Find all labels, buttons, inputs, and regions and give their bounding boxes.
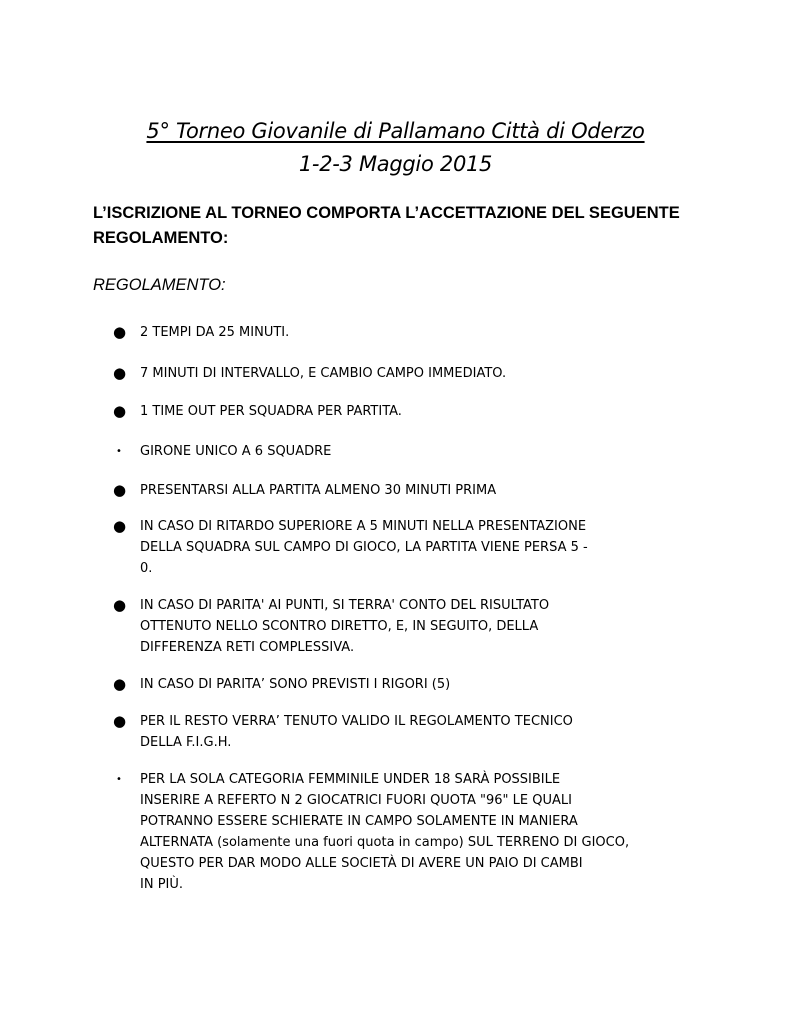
bullet-icon: ●: [113, 596, 127, 614]
rule-text: IN CASO DI PARITA’ SONO PREVISTI I RIGORI (5): [140, 677, 451, 692]
bullet-icon: •: [116, 774, 122, 785]
bullet-icon: •: [116, 446, 122, 457]
rule-text: IN CASO DI PARITA' AI PUNTI, SI TERRA' CONTO DEL RISULTATO OTTENUTO NELLO SCONTRO DIRETTO, E, IN SEGUITO, DELLA DIFFERENZA RETI COMPLESSIVA.: [140, 598, 550, 655]
bullet-icon: ●: [113, 481, 127, 499]
rule-text: 1 TIME OUT PER SQUADRA PER PARTITA.: [140, 404, 402, 419]
tournament-title: 5° Torneo Giovanile di Pallamano Città di Oderzo: [146, 119, 645, 143]
rule-text: 7 MINUTI DI INTERVALLO, E CAMBIO CAMPO IMMEDIATO.: [140, 366, 507, 381]
rule-text: GIRONE UNICO A 6 SQUADRE: [140, 444, 332, 459]
rules-heading: REGOLAMENTO:: [93, 276, 226, 294]
bullet-icon: ●: [113, 517, 127, 535]
rule-text: PER LA SOLA CATEGORIA FEMMINILE UNDER 18 SARÀ POSSIBILE INSERIRE A REFERTO N 2 GIOCATRICI FUORI QUOTA "96" LE QUALI POTRANNO ESSERE SCHIERATE IN CAMPO SOLAMENTE IN MANIERA ALTERNATA (solamente una fuori quota in campo) SUL TERRENO DI GIOCO, QUESTO PER DAR MODO ALLE SOCIETÀ DI AVERE UN PAIO DI CAMBI IN PIÙ.: [140, 772, 630, 892]
bullet-icon: ●: [113, 364, 127, 382]
rule-text: PER IL RESTO VERRA’ TENUTO VALIDO IL REGOLAMENTO TECNICO DELLA F.I.G.H.: [140, 714, 573, 750]
bullet-icon: ●: [113, 712, 127, 730]
rule-text: PRESENTARSI ALLA PARTITA ALMENO 30 MINUTI PRIMA: [140, 483, 497, 498]
registration-notice: L’ISCRIZIONE AL TORNEO COMPORTA L’ACCETTAZIONE DEL SEGUENTE REGOLAMENTO:: [93, 204, 680, 247]
rule-text: IN CASO DI RITARDO SUPERIORE A 5 MINUTI NELLA PRESENTAZIONE DELLA SQUADRA SUL CAMPO DI GIOCO, LA PARTITA VIENE PERSA 5 - 0.: [140, 519, 588, 576]
bullet-icon: ●: [113, 323, 127, 341]
tournament-dates: 1-2-3 Maggio 2015: [298, 152, 493, 176]
rule-text: 2 TEMPI DA 25 MINUTI.: [140, 325, 290, 340]
bullet-icon: ●: [113, 402, 127, 420]
bullet-icon: ●: [113, 675, 127, 693]
